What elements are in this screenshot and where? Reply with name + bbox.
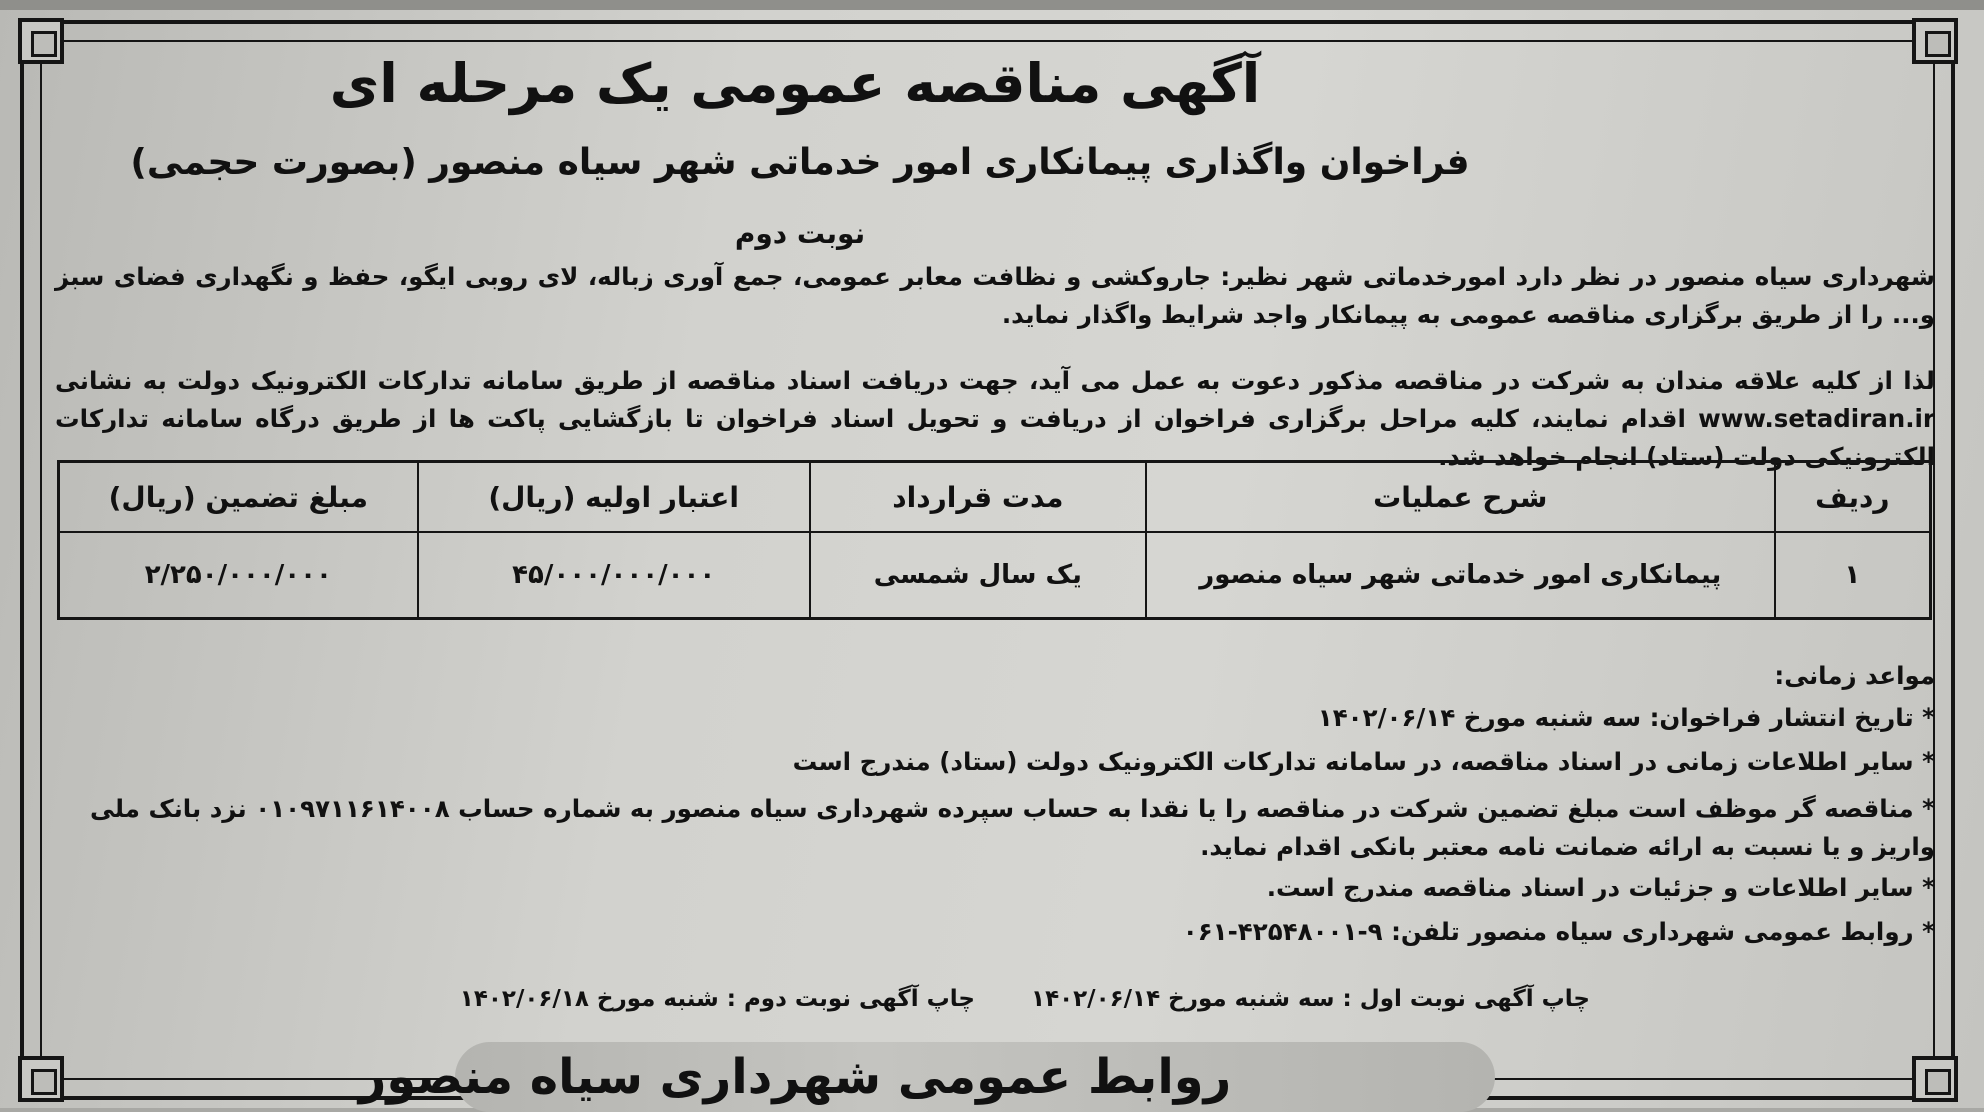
- cell-initial-credit: ۴۵/۰۰۰/۰۰۰/۰۰۰: [418, 532, 810, 619]
- print-dates-line: [55, 986, 1590, 1012]
- print-second-turn: چاپ آگهی نوبت دوم : شنبه مورخ ۱۴۰۲/۰۶/۱۸: [459, 986, 976, 1012]
- header-bond-amount: مبلغ تضمین (ریال): [59, 462, 418, 533]
- notice-title: آگهی مناقصه عمومی یک مرحله ای: [329, 52, 1261, 115]
- footer-public-relations: روابط عمومی شهرداری سیاه منصور: [358, 1049, 1232, 1105]
- cell-duration: یک سال شمسی: [810, 532, 1146, 619]
- invitation-text-end: اقدام نمایند، کلیه مراحل برگزاری فراخوان از دریافت و تحویل اسناد فراخوان تا بازگشایی پاکت ها از طریق درگاه سامانه تدارکات الکترونیکی دولت (ستاد) انجام خواهد شد.: [55, 404, 1935, 471]
- corner-ornament-bottom-right: [1912, 1056, 1958, 1102]
- header-duration: مدت قرارداد: [810, 462, 1146, 533]
- cell-row-number: ۱: [1775, 532, 1931, 619]
- deadline-contact-phone: * روابط عمومی شهرداری سیاه منصور تلفن: ۹-۴۲۵۴۸۰۰۱-۰۶۱: [55, 910, 1935, 954]
- deadline-details-note: * سایر اطلاعات و جزئیات در اسناد مناقصه مندرج است.: [55, 866, 1935, 910]
- deadlines-heading: مواعد زمانی:: [1774, 661, 1935, 690]
- table-header-row: [59, 462, 1931, 533]
- header-row-number: ردیف: [1775, 462, 1931, 533]
- invitation-paragraph: [55, 362, 1935, 476]
- cell-bond-amount: ۲/۲۵۰/۰۰۰/۰۰۰: [59, 532, 418, 619]
- deadline-bond-instructions: * مناقصه گر موظف است مبلغ تضمین شرکت در مناقصه را یا نقدا به حساب سپرده شهرداری سیاه منصور به شماره حساب ۰۱۰۹۷۱۱۶۱۴۰۰۸ نزد بانک ملی واریز و یا نسبت به ارائه ضمانت نامه معتبر بانکی اقدام نماید.: [55, 784, 1935, 866]
- header-initial-credit: اعتبار اولیه (ریال): [418, 462, 810, 533]
- notice-subtitle: فراخوان واگذاری پیمانکاری امور خدماتی شهر سیاه منصور (بصورت حجمی): [130, 142, 1470, 183]
- previous-article-edge: [0, 0, 1984, 10]
- tender-table: [57, 460, 1932, 620]
- deadline-other-info: * سایر اطلاعات زمانی در اسناد مناقصه، در سامانه تدارکات الکترونیک دولت (ستاد) مندرج است: [55, 740, 1935, 784]
- cell-description: پیمانکاری امور خدماتی شهر سیاه منصور: [1146, 532, 1775, 619]
- table-row: [59, 532, 1931, 619]
- deadline-publish-date: * تاریخ انتشار فراخوان: سه شنبه مورخ ۱۴۰۲/۰۶/۱۴: [55, 696, 1935, 740]
- print-first-turn: چاپ آگهی نوبت اول : سه شنبه مورخ ۱۴۰۲/۰۶/۱۴: [1031, 986, 1590, 1012]
- header-description: شرح عملیات: [1146, 462, 1775, 533]
- setadiran-link[interactable]: www.setadiran.ir: [1698, 404, 1936, 433]
- notice-turn: نوبت دوم: [734, 217, 866, 250]
- invitation-text-start: لذا از کلیه علاقه مندان به شرکت در مناقصه مذکور دعوت به عمل می آید، جهت دریافت اسناد مناقصه از طریق سامانه تدارکات الکترونیک دولت به نشانی: [55, 366, 1935, 395]
- intro-paragraph: شهرداری سیاه منصور در نظر دارد امورخدماتی شهر نظیر: جاروکشی و نظافت معابر عمومی، جمع آوری زباله، لای روبی ایگو، حفظ و نگهداری فضای سبز و... را از طریق برگزاری مناقصه عمومی به پیمانکار واجد شرایط واگذار نماید.: [55, 262, 1935, 329]
- corner-ornament-top-right: [1912, 18, 1958, 64]
- deadlines-section: [55, 654, 1935, 954]
